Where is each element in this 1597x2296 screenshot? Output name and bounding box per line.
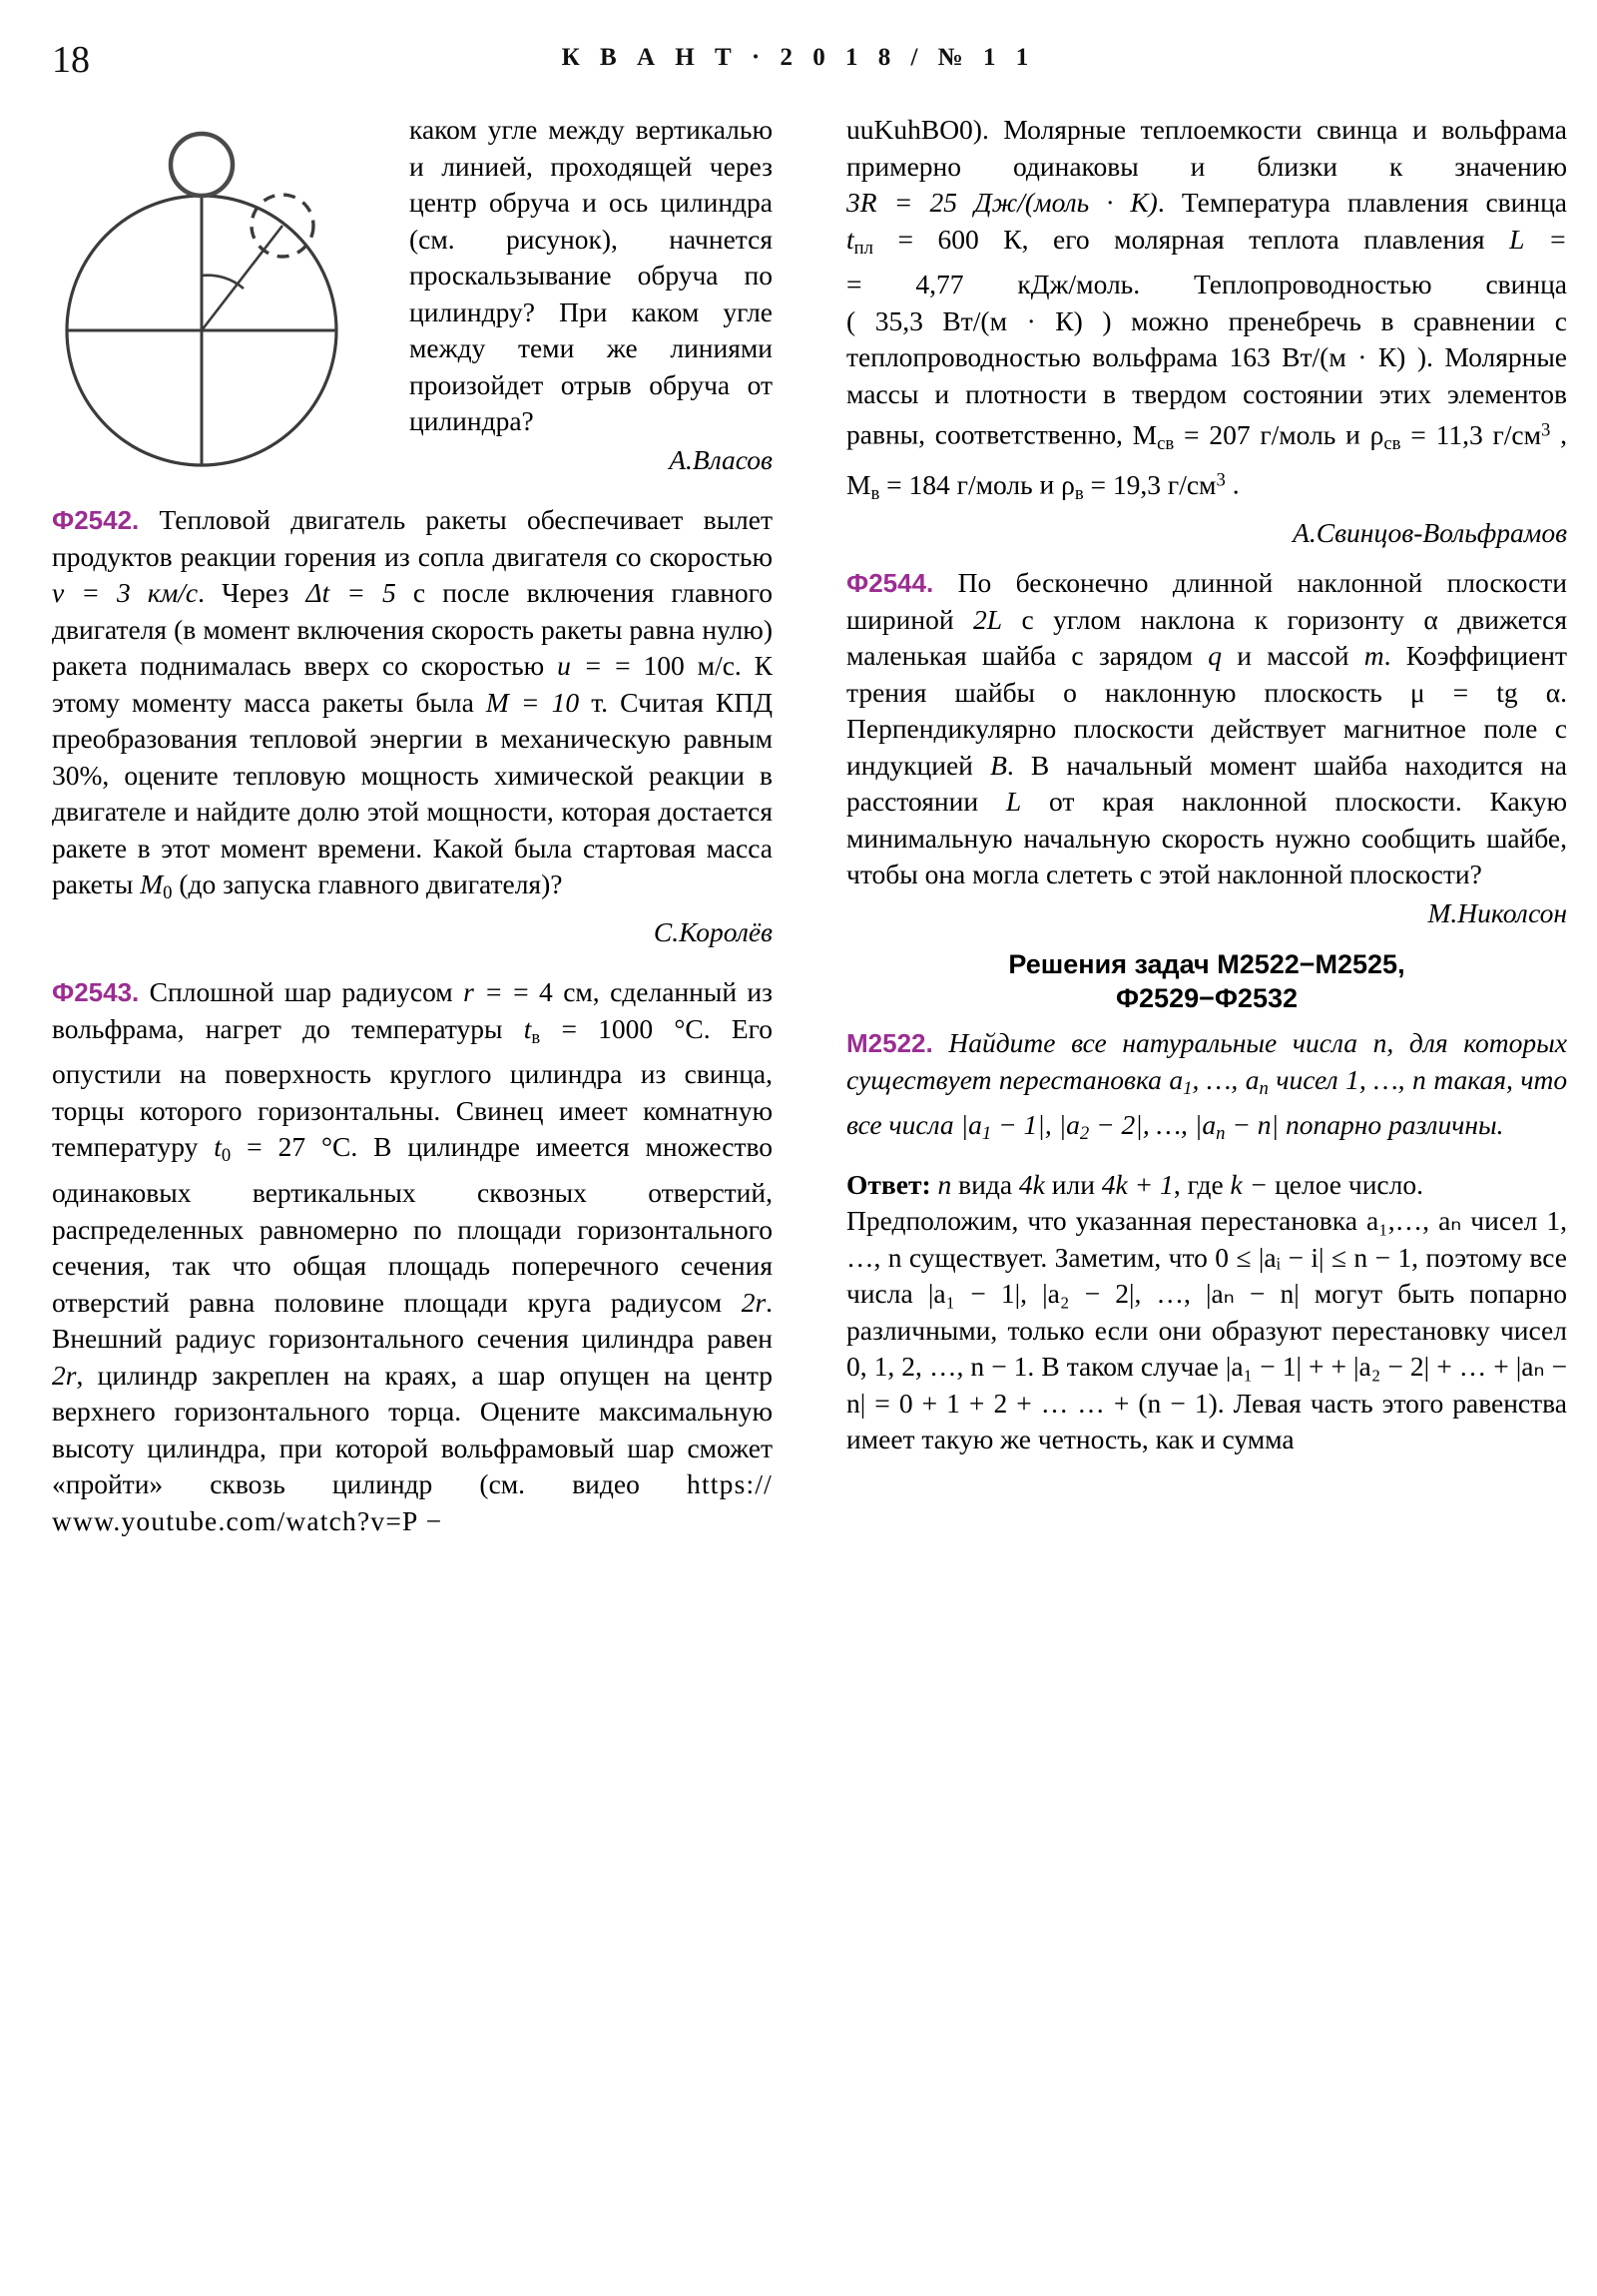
f2542-text-4: . К этому моменту масса ракеты была [52, 650, 774, 718]
rc-eq-Msv-base: М [1132, 418, 1158, 450]
problem-f2542 [52, 502, 773, 912]
rc-eq-Msv [1132, 418, 1336, 454]
rc-eq-Mv-sub: в [870, 483, 880, 505]
rc-eq-and2: и [1039, 468, 1055, 500]
rc-eq-rho-sv-base: ρ [1369, 418, 1384, 450]
f2543-text-3: . Его опустили на поверхность круглого цилиндра из свинца, торцы которого горизонтальны. Свинец имеет комнатную температуру [52, 1012, 773, 1163]
left-column [52, 112, 773, 1539]
rc-eq-L1: L = [1509, 223, 1567, 255]
rc-eq-rho-sv [1369, 418, 1551, 454]
f2542-eq-M0-sub: 0 [163, 882, 173, 904]
right-continued-paragraph: uuKuhBO0). Молярные теплоемкости свинца и вольфрама примерно одинаковы и близки к значению 3R = 25 Дж/(моль · К). Температура плавления свинца $t_{пл} = 600$ К, его молярная теплота плавления L = = 4,77 кДж/моль. Теплопроводностью свинца ( 35,3 Вт/(м · К) ) можно пренебречь в сравнении с теплопроводностью вольфрама 163 Вт/(м · К) ). Молярные массы и плотности в твердом состоянии этих элементов равны, соответственно, $М_{св} = 207$ г/моль и $\rho_{св} = 11,3$ $г/см^3$ , $М_в = 184$ г/моль и $\rho_в = 19,3$ $г/см^3$ . [846, 114, 1568, 505]
rc-eq-rho-v-rest: = 19,3 г/см [1083, 468, 1217, 500]
f2543-text-5: . Внешний радиус горизонтального сечения цилиндра равен [52, 1286, 774, 1355]
rc-eq-3R: 3R = 25 Дж/(моль · К) [846, 187, 1158, 218]
f2543-eq-t0-rest: = 27 °С [231, 1131, 351, 1163]
m2522-eq-an-base: a [1245, 1063, 1260, 1095]
f2542-text-2: . Через [198, 577, 289, 608]
m2522-eq-absn-rest: − n| [1225, 1109, 1280, 1141]
rc-eq-rho-v-base: ρ [1061, 468, 1075, 500]
f2544-eq-L: L [1005, 786, 1022, 818]
continued-paragraph: каком угле между вертикалью и линией, проходящей через центр обруча и ось цилиндра (см. рисунок), начнется проскальзывание обруча по цилиндру? При каком угле между теми же линиями произойдет отрыв обруча от цилиндра? [409, 114, 773, 436]
f2544-eq-B: B [990, 749, 1007, 781]
author-nikolson: М.Николсон [1427, 896, 1567, 928]
figure-hoop-on-cylinder [52, 116, 391, 495]
problem-number-f2543: Ф2543. [52, 977, 140, 1008]
rc-eq-rho-v [1061, 468, 1226, 505]
rc-text-3: . Теплопроводностью свинца [1133, 269, 1567, 300]
solutions-heading-line-1: Решения задач М2522−М2525, [1008, 949, 1405, 980]
f2544-text-8: от края наклонной плоскости. Какую минимальную начальную скорость нужно сообщить шайбе, чтобы она могла слететь с этой наклонной плоскости? [846, 786, 1567, 890]
answer-n: n [937, 1168, 952, 1200]
answer-text-4: или [1051, 1168, 1095, 1200]
answer-4k1: 4k + 1 [1101, 1168, 1174, 1200]
f2544-text-1: По бесконечно длинной наклонной плоскости шириной [846, 567, 1568, 635]
f2542-text-3: с после включения главного двигателя (в момент включения скорость ракеты равна нулю) ракета поднималась вверх со скоростью [52, 577, 774, 681]
rc-eq-Msv-rest: = 207 г/моль [1174, 418, 1336, 450]
rc-eq-rho-sv-rest: = 11,3 г/см [1400, 418, 1542, 450]
f2544-text-2: с углом наклона к горизонту [1021, 603, 1404, 635]
f2542-eq-M: M = 10 [485, 686, 580, 718]
page-number: 18 [52, 39, 90, 81]
answer-text-2: вида [958, 1168, 1013, 1200]
f2543-eq-r2: = 4 [513, 976, 553, 1008]
rc-text-2: , его молярная теплота плавления [1021, 223, 1485, 255]
answer-text-8: целое число. [1275, 1168, 1423, 1200]
f2543-eq-tv-base: t [523, 1012, 532, 1044]
f2542-eq-u2: = 100 м/с [615, 650, 735, 681]
m2522-statement-1: Найдите все натуральные числа [948, 1027, 1358, 1059]
f2544-eq-m: m [1363, 640, 1384, 672]
problem-m2522-statement: M2522. Найдите все натуральные числа n, для которых существует перестановка $a_1$, …, $a_n$ чисел 1, …, n такая, что все числа $|a_1 - 1|$, $|a_2 - 2|$, …, $|a_n - n|$ попарно различны. [846, 1027, 1568, 1145]
f2544-text-4: и массой [1237, 640, 1349, 672]
f2544-text-3: движется маленькая шайба с зарядом [846, 603, 1567, 672]
problem-number-f2542: Ф2542. [52, 505, 140, 535]
m2522-eq-absn-base: |a [1194, 1109, 1217, 1141]
problem-number-f2544: Ф2544. [846, 568, 934, 599]
m2522-eq-abs1-rest: − 1| [991, 1109, 1045, 1141]
m2522-eq-a1 [1169, 1063, 1193, 1099]
f2542-eq-dt: Δt = 5 [305, 577, 396, 608]
f2543-eq-tv-rest: = 1000 °С [540, 1012, 704, 1044]
right-column [846, 112, 1567, 1458]
problem-number-m2522: M2522. [846, 1028, 933, 1059]
f2543-eq-2r: 2r [741, 1286, 767, 1318]
rc-eq-lead: ( 35,3 Вт/(м · К) ) [846, 304, 1112, 336]
f2543-eq-r1: r = [463, 976, 503, 1008]
f2542-text-1: Тепловой двигатель ракеты обеспечивает вылет продуктов реакции горения из сопла двигателя со скоростью [52, 504, 773, 572]
solutions-heading [846, 947, 1567, 1015]
solutions-heading-line-2: Ф2529−Ф2532 [1116, 983, 1298, 1014]
f2542-eq-M0 [140, 868, 173, 904]
answer-label: Ответ: [846, 1168, 931, 1200]
f2543-eq-2r-b: 2r [52, 1359, 77, 1391]
author-vlasov: А.Власов [669, 443, 773, 475]
author-korolev: С.Королёв [653, 915, 773, 947]
rc-eq-Mv-rest: = 184 г/моль [879, 468, 1033, 500]
figure-svg [52, 116, 381, 485]
f2544-eq-mu: μ = tg α [1409, 676, 1561, 708]
f2542-eq-M0-base: M [140, 868, 164, 899]
rc-eq-Mv [846, 468, 1033, 505]
f2543-eq-tv [523, 1012, 704, 1048]
m2522-eq-1n: 1, …, n [1345, 1063, 1426, 1095]
rc-eq-tpl [846, 223, 1022, 259]
rc-eq-rho-sv-sup: 3 [1541, 419, 1551, 441]
answer-4k: 4k [1018, 1168, 1045, 1200]
answer-text-6: , где [1173, 1168, 1224, 1200]
hoop-circle-solid [171, 134, 233, 196]
m2522-eq-a1-sub: 1 [1183, 1077, 1193, 1099]
f2542-text-5: т. Считая КПД преобразования тепловой энергии в механическую равным 30%, оцените тепловую мощность химической реакции в двигателе и найдите долю этой мощности, которая достается ракете в этот момент времени. Какой была стартовая масса ракеты [52, 686, 773, 899]
m2522-eq-n: n [1372, 1027, 1387, 1059]
rc-eq-L2: = 4,77 кДж/моль [846, 269, 1134, 300]
f2544-text-5: . Коэффициент трения шайбы о наклонную плоскость [846, 640, 1568, 708]
m2522-eq-abs2-base: |a [1058, 1109, 1080, 1141]
m2522-statement-5: попарно различны. [1285, 1109, 1504, 1141]
angle-arc [202, 276, 244, 288]
f2542-text-6: (до запуска главного двигателя)? [179, 868, 563, 899]
m2522-eq-absn [1194, 1109, 1280, 1145]
m2522-eq-abs2-sub: 2 [1079, 1123, 1090, 1145]
radius-line [202, 226, 282, 330]
m2522-statement-2: , для которых существует перестановка [846, 1027, 1568, 1095]
m2522-statement-4: такая, что все числа [846, 1063, 1568, 1141]
m2522-eq-dots: , …, [1192, 1063, 1239, 1095]
rc-eq-tpl-sub: пл [853, 237, 873, 259]
rc-text-1: . Температура плавления свинца [1157, 187, 1567, 218]
rc-eq-w: 163 Вт/(м · К) ) [1229, 341, 1426, 373]
rc-text-4: можно пренебречь в сравнении с теплопроводностью вольфрама [846, 304, 1567, 373]
author-svintsov-volframov: А.Свинцов-Вольфрамов [1293, 516, 1567, 548]
f2542-eq-u1: u = [557, 650, 603, 681]
rc-eq-and: и [1345, 418, 1360, 450]
m2522-statement-3: чисел [1276, 1063, 1338, 1095]
f2543-eq-t0-base: t [214, 1131, 222, 1163]
page-header [0, 38, 1597, 88]
rc-eq-tpl-rest: = 600 К [872, 223, 1022, 255]
m2522-eq-abs1 [960, 1109, 1045, 1145]
rc-eq-rho-sv-sub: св [1383, 432, 1401, 454]
m2522-answer [846, 1167, 1567, 1204]
rc-eq-Msv-sub: св [1157, 432, 1175, 454]
m2522-eq-abs2-rest: − 2| [1089, 1109, 1143, 1141]
f2543-text-2: см, сделанный из вольфрама, нагрет до температуры [52, 976, 774, 1044]
rc-eq-Mv-base: М [846, 468, 871, 500]
f2542-eq-v: v = 3 км/с [52, 577, 199, 608]
m2522-eq-an [1245, 1063, 1269, 1099]
f2543-url-2: www.youtube.com/watch?v=P − [52, 1504, 443, 1536]
problem-f2543 [52, 974, 773, 1539]
f2543-eq-t0 [214, 1131, 351, 1167]
m2522-eq-an-sub: n [1259, 1077, 1269, 1099]
problem-f2544 [846, 565, 1567, 893]
answer-k: k − [1230, 1168, 1269, 1200]
rc-eq-rho-v-sub: в [1074, 483, 1084, 505]
m2522-body: Предположим, что указанная перестановка a₁,…, aₙ чисел 1, …, n существует. Заметим, что 0 ≤ |aᵢ − i| ≤ n − 1, поэтому все числа |a₁ − 1|, |a₂ − 2|, …, |aₙ − n| могут быть попарно различными, только если они образуют перестановку чисел 0, 1, 2, …, n − 1. В таком случае |a₁ − 1| + + |a₂ − 2| + … + |aₙ − n| = 0 + 1 + 2 + … … + (n − 1). Левая часть этого равенства имеет такую же четность, как и сумма [846, 1205, 1567, 1455]
f2544-eq-alpha: α [1423, 603, 1438, 635]
rc-eq-rho-v-sup: 3 [1216, 469, 1226, 491]
m2522-eq-abs1-base: |a [960, 1109, 982, 1141]
f2543-eq-tv-sub: в [531, 1026, 541, 1048]
rc-text-0: uuKuhBO0). Молярные теплоемкости свинца и вольфрама примерно одинаковы и близки к значению [846, 114, 1567, 182]
m2522-eq-absn-sub: n [1216, 1123, 1226, 1145]
journal-title: К В А Н Т · 2 0 1 8 / № 1 1 [561, 44, 1036, 71]
m2522-eq-abs1-sub: 1 [981, 1123, 992, 1145]
f2543-text-1: Сплошной шар радиусом [149, 976, 453, 1008]
f2544-text-7: . В начальный момент шайба находится на расстоянии [846, 749, 1567, 818]
f2543-text-6: , цилиндр закреплен на краях, а шар опущен на центр верхнего горизонтального торца. Оцените максимальную высоту цилиндра, при которой вольфрамовый шар сможет «пройти» сквозь цилиндр (см. видео [52, 1359, 773, 1500]
f2543-text-4: . В цилиндре имеется множество одинаковых вертикальных сквозных отверстий, распределенных равномерно по площади горизонтального сечения, так что общая площадь поперечного сечения отверстий равна половине площади круга радиусом [52, 1131, 774, 1318]
m2522-eq-a1-base: a [1169, 1063, 1184, 1095]
f2543-url-1: https:// [687, 1468, 774, 1500]
f2544-eq-q: q [1208, 640, 1222, 672]
m2522-eq-abs2 [1058, 1109, 1143, 1145]
rc-eq-tpl-base: t [846, 223, 854, 255]
rc-text-5: . Молярные массы и плотности в твердом состоянии этих элементов равны, соответственно, [846, 341, 1568, 450]
f2543-eq-t0-sub: 0 [221, 1145, 232, 1167]
f2544-text-6: . Перпендикулярно плоскости действует магнитное поле с индукцией [846, 676, 1567, 781]
f2544-eq-2L: 2L [973, 603, 1003, 635]
